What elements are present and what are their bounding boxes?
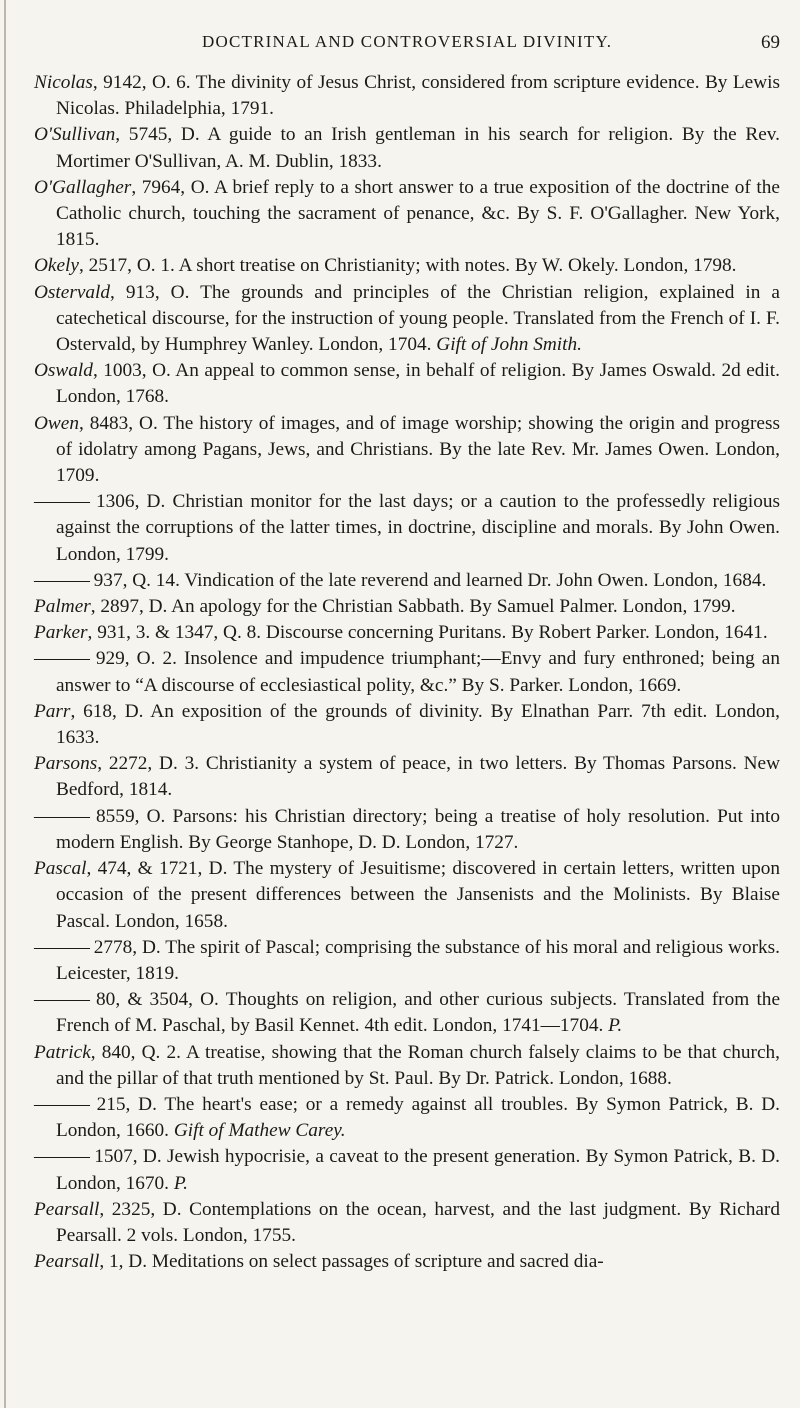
entry-provenance-note: Gift of Mathew Carey. [173,1120,346,1142]
entry-author: Palmer [34,596,91,618]
catalog-entry [34,1197,780,1249]
catalog-entry [34,175,780,254]
entry-author: Oswald [34,360,93,382]
entry-text: 937, Q. 14. Vindication of the late reverend and learned Dr. John Owen. London, 1684. [88,569,767,591]
entry-text: , 840, Q. 2. A treatise, showing that the Roman church falsely claims to be that church, and the pillar of that truth mentioned by St. Paul. By Dr. Patrick. London, 1688. [56,1041,780,1089]
entry-text: , 2897, D. An apology for the Christian Sabbath. By Samuel Palmer. London, 1799. [90,596,736,618]
ditto-dash: ——— [34,569,89,591]
entry-text: 215, D. The heart's ease; or a remedy against all troubles. By Symon Patrick, B. D. London, 1660. [56,1093,780,1142]
entry-author: Okely [34,255,79,277]
entry-text: 80, & 3504, O. Thoughts on religion, and other curious subjects. Translated from the French of M. Paschal, by Basil Kennet. 4th edit. London, 1741—1704. [56,989,780,1037]
entry-text: , 8483, O. The history of images, and of image worship; showing the origin and progress of idolatry among Pagans, Jews, and Christians. By the late Rev. Mr. James Owen. London, 1709. [56,412,780,487]
catalog-entry [34,620,780,646]
catalog-entry [34,411,780,490]
entry-text: , 5745, D. A guide to an Irish gentleman in his search for religion. By the Rev. Mortimer O'Sullivan, A. M. Dublin, 1833. [56,124,780,172]
entry-text: , 1003, O. An appeal to common sense, in behalf of religion. By James Oswald. 2d edit. London, 1768. [56,360,780,408]
entry-author: Parr [34,700,71,722]
catalog-entry [34,280,780,359]
page-edge-rule [4,0,6,1408]
catalog-entry [34,1144,780,1196]
catalog-entry [34,1040,780,1092]
entry-text: 8559, O. Parsons: his Christian directory; being a treatise of holy resolution. Put into modern English. By George Stanhope, D. D. London, 1727. [56,805,780,853]
catalog-entry [34,253,780,279]
entry-text: , 474, & 1721, D. The mystery of Jesuitisme; discovered in certain letters, written upon occasion of the present differences between the Jansenists and the Molinists. By Blaise Pascal. London, 1658. [56,858,780,932]
catalog-entries [34,70,780,1275]
ditto-dash: ——— [34,1146,89,1168]
catalog-entry [34,489,780,568]
entry-text: 2778, D. The spirit of Pascal; comprising the substance of his moral and religious works. Leicester, 1819. [56,936,780,984]
page-header [34,32,780,58]
entry-author: Pascal [34,858,87,880]
catalog-entry [34,804,780,856]
entry-text: , 2325, D. Contemplations on the ocean, harvest, and the last judgment. By Richard Pearsall. 2 vols. London, 1755. [56,1198,780,1246]
entry-text: , 931, 3. & 1347, Q. 8. Discourse concerning Puritans. By Robert Parker. London, 1641. [87,622,768,644]
entry-text: 929, O. 2. Insolence and impudence triumphant;—Envy and fury enthroned; being an answer to “A discourse of ecclesiastical polity, &c.” By S. Parker. London, 1669. [56,648,780,696]
catalog-entry [34,987,780,1039]
ditto-dash: ——— [34,989,89,1011]
entry-text: , 618, D. An exposition of the grounds of divinity. By Elnathan Parr. 7th edit. London, 1633. [56,700,780,749]
catalog-entry [34,751,780,803]
catalog-entry [34,856,780,935]
catalog-entry [34,646,780,698]
ditto-dash: ——— [34,648,89,670]
catalog-entry [34,935,780,987]
entry-author: Parker [34,622,88,644]
entry-text: 1507, D. Jewish hypocrisie, a caveat to the present generation. By Symon Patrick, B. D. London, 1670. [56,1146,780,1194]
entry-text: , 7964, O. A brief reply to a short answer to a true exposition of the doctrine of the Catholic church, touching the sacrament of penance, &c. By S. F. O'Gallagher. New York, 1815. [56,176,780,251]
entry-text: 1306, D. Christian monitor for the last days; or a caution to the professedly religious against the corruptions of the latter times, in doctrine, discipline and morals. By John Owen. London, 1799. [56,491,780,565]
catalog-entry [34,1249,780,1275]
entry-text: , 1, D. Meditations on select passages of scripture and sacred dia- [99,1251,604,1273]
entry-provenance-note: P. [173,1172,188,1194]
catalog-entry [34,568,780,594]
catalog-entry [34,594,780,620]
entry-author: Pearsall [34,1251,100,1273]
entry-text: , 9142, O. 6. The divinity of Jesus Christ, considered from scripture evidence. By Lewis Nicolas. Philadelphia, 1791. [56,72,780,120]
running-head: DOCTRINAL AND CONTROVERSIAL DIVINITY. [202,32,613,51]
entry-text: , 2517, O. 1. A short treatise on Christianity; with notes. By W. Okely. London, 1798. [78,255,737,277]
catalog-entry [34,122,780,174]
entry-author: Owen [34,412,79,434]
page-number: 69 [761,32,780,53]
catalog-entry [34,358,780,410]
entry-author: Patrick [34,1041,91,1063]
entry-author: Pearsall [34,1198,100,1220]
entry-author: O'Gallagher [34,176,132,198]
ditto-dash: ——— [34,936,89,958]
ditto-dash: ——— [34,805,89,827]
entry-provenance-note: P. [608,1015,623,1037]
ditto-dash: ——— [34,1093,89,1115]
ditto-dash: ——— [34,491,89,513]
entry-author: O'Sullivan [34,124,116,146]
catalog-entry [34,1092,780,1144]
entry-text: , 2272, D. 3. Christianity a system of peace, in two letters. By Thomas Parsons. New Bedford, 1814. [56,753,780,801]
entry-author: Nicolas [34,72,93,93]
catalog-entry [34,70,780,122]
entry-author: Parsons [34,753,98,775]
entry-text: , 913, O. The grounds and principles of the Christian religion, explained in a catechetical discourse, for the instruction of young people. Translated from the French of I. F. Ostervald, by Humphrey Wanley. London, 1704. [56,281,780,356]
entry-provenance-note: Gift of John Smith. [436,334,582,356]
catalog-entry [34,699,780,751]
entry-author: Ostervald [34,281,111,303]
